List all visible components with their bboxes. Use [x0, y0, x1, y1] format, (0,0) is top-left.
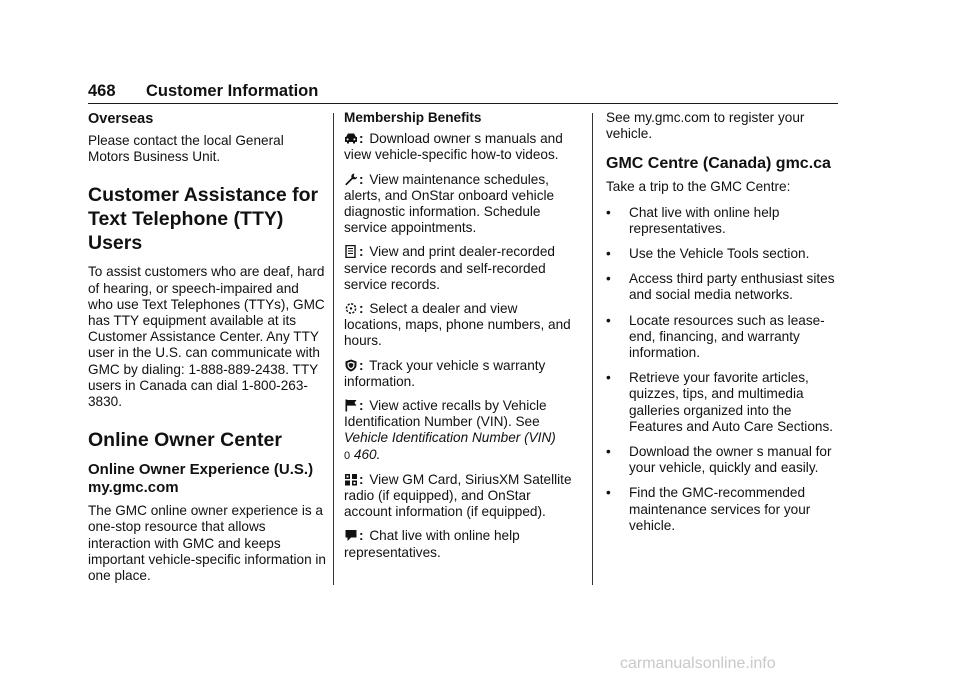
column-middle: [344, 110, 578, 569]
vin-page-ref[interactable]: 460.: [353, 446, 381, 462]
bullet-glyph: •: [606, 246, 611, 262]
location-icon: [344, 302, 358, 315]
us-experience-text: The GMC online owner experience is a one-stop resource that allows interaction with GMC and keeps important vehicle-specific information in one place.: [88, 503, 326, 584]
us-experience-heading: Online Owner Experience (U.S.) my.gmc.com: [88, 461, 314, 497]
benefit-item: : Select a dealer and view locations, maps, phone numbers, and hours.: [344, 301, 571, 349]
bullet-glyph: •: [606, 444, 611, 460]
benefit-item: : View GM Card, SiriusXM Satellite radio (if equipped), and OnStar account information (if equipped).: [344, 471, 572, 520]
benefit-item: : View and print dealer-recorded service records and self-recorded service records.: [344, 244, 555, 292]
wrench-icon: [344, 173, 358, 186]
list-item: • Download the owner s manual for your vehicle, quickly and easily.: [606, 444, 832, 476]
bullet-glyph: •: [606, 204, 611, 220]
column-left: [88, 110, 326, 593]
shield-icon: [344, 359, 358, 372]
header-divider: [88, 103, 838, 104]
list-item: • Chat live with online help representatives.: [606, 204, 780, 236]
tty-heading: Customer Assistance for Text Telephone (TTY) Users: [88, 184, 319, 255]
benefit-item: : View active recalls by Vehicle Identification Number (VIN). See Vehicle Identification Number (VIN) 0 460.: [344, 398, 556, 462]
flag-icon: [344, 399, 358, 412]
register-text: See my.gmc.com to register your vehicle.: [606, 110, 805, 142]
chat-icon: [344, 529, 358, 542]
tty-text: To assist customers who are deaf, hard of hearing, or speech-impaired and who use Text Telephones (TTYs), GMC has TTY equipment available at its Customer Assistance Center. Any TTY user in the U.S. can communicate with GMC by dialing: 1-888-889-2438. TTY users in Canada can dial 1-800-263-3830.: [88, 264, 325, 410]
canada-intro: Take a trip to the GMC Centre:: [606, 179, 791, 195]
car-icon: [344, 132, 358, 145]
page-header: [88, 82, 838, 104]
online-owner-heading: Online Owner Center: [88, 429, 282, 452]
page-ref-arrow: 0: [344, 449, 351, 462]
bullet-glyph: •: [606, 271, 611, 287]
column-divider: [333, 113, 334, 585]
section-title: Customer Information: [146, 82, 319, 100]
watermark: carmanualsonline.info: [620, 655, 776, 672]
grid-icon: [344, 473, 358, 486]
vin-reference[interactable]: Vehicle Identification Number (VIN): [344, 430, 556, 446]
benefit-item: : View maintenance schedules, alerts, and OnStar onboard vehicle diagnostic information. Schedule service appointments.: [344, 171, 555, 236]
bullet-glyph: •: [606, 370, 611, 386]
benefit-item: : Track your vehicle s warranty information.: [344, 357, 546, 389]
bullet-glyph: •: [606, 485, 611, 501]
list-item: • Retrieve your favorite articles, quizzes, tips, and multimedia galleries organized into the Features and Auto Care Sections.: [606, 370, 834, 434]
column-right: [606, 110, 838, 543]
list-item: • Find the GMC-recommended maintenance services for your vehicle.: [606, 485, 811, 533]
canada-heading: GMC Centre (Canada) gmc.ca: [606, 155, 831, 173]
page-number: 468: [88, 82, 116, 100]
list-item: • Use the Vehicle Tools section.: [606, 246, 810, 262]
membership-benefits-title: Membership Benefits: [344, 110, 482, 125]
overseas-text: Please contact the local General Motors Business Unit.: [88, 133, 284, 165]
benefit-item: : Chat live with online help representatives.: [344, 528, 520, 560]
list-item: • Locate resources such as lease-end, financing, and warranty information.: [606, 312, 825, 361]
benefit-item: : Download owner s manuals and view vehicle-specific how-to videos.: [344, 131, 563, 163]
overseas-heading: Overseas: [88, 111, 154, 127]
bullet-glyph: •: [606, 312, 611, 328]
document-icon: [344, 245, 358, 258]
column-divider: [592, 113, 593, 585]
list-item: • Access third party enthusiast sites and social media networks.: [606, 271, 835, 303]
canada-bullet-list: [606, 205, 838, 534]
